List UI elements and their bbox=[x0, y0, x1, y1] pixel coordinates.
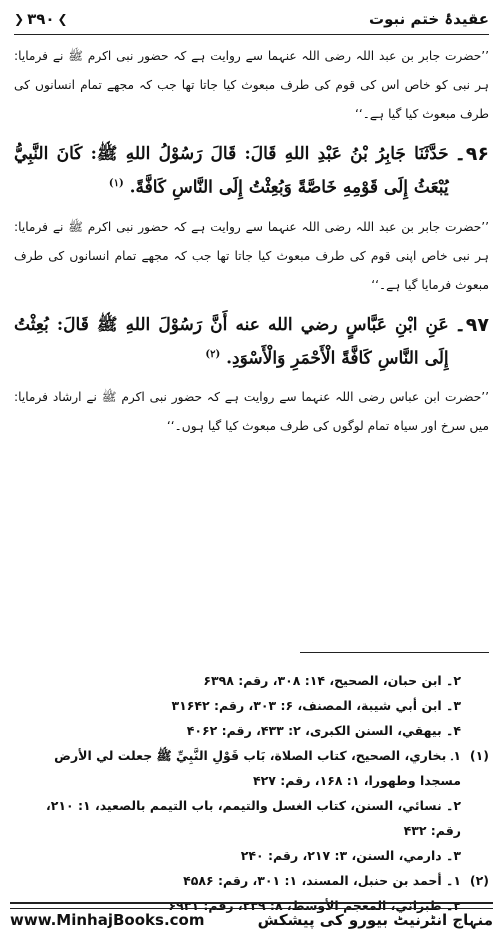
footnote-text: ۲۔ ابن حبان، الصحيح، ۱۴: ۳۰۸، رقم: ۶۳۹۸ bbox=[203, 673, 461, 688]
hadith-text bbox=[14, 310, 449, 374]
hadith-text-body: عَنِ ابْنِ عَبَّاسٍ رضي الله عنه أَنَّ رَسُوْلَ اللهِ ﷺ قَالَ: بُعِثْتُ إِلَى النَّاسِ كَافَّةً الْأَحْمَرِ وَالْأَسْوَدِ. bbox=[14, 314, 449, 369]
page-footer bbox=[10, 905, 493, 935]
header-divider bbox=[14, 34, 489, 35]
footnote-mark bbox=[461, 693, 489, 718]
hadith-number: ۹۷۔ bbox=[454, 313, 489, 336]
page-number: ۳۹۰ bbox=[27, 10, 55, 28]
footnote-item bbox=[14, 693, 489, 718]
footnote-item bbox=[14, 718, 489, 743]
urdu-translation: ’’حضرت جابر بن عبد اللہ رضی اللہ عنہما سے روایت ہے کہ حضور نبی اکرم ﷺ نے فرمایا: ہر نبی خاص اپنی قوم کی طرف مبعوث کیا جاتا تھا جب کہ مجھے تمام انسانوں کی طرف مبعوث فرمایا گیا ہے۔‘‘ bbox=[14, 219, 489, 292]
website-link[interactable]: www.MinhajBooks.com bbox=[10, 911, 205, 929]
footnote-text: ۲۔ نسائي، السنن، كتاب الغسل والتيمم، باب التيمم بالصعيد، ۱: ۲۱۰، رقم: ۴۳۲ bbox=[45, 798, 461, 838]
hadith-arabic bbox=[14, 310, 489, 374]
publisher-credit: منہاج انٹرنیٹ بیورو کی پیشکش bbox=[257, 911, 493, 929]
footnote-mark bbox=[461, 668, 489, 693]
footnote-item bbox=[14, 843, 489, 868]
footnote-text: ۲۔ طبراني، المعجم الأوسط، ۸: ۲۳۹، رقم: ۶۹۳۱ bbox=[168, 898, 461, 913]
footnote-text: ۳۔ ابن أبي شيبة، المصنف، ۶: ۳۰۳، رقم: ۳۱۶۴۲ bbox=[171, 698, 461, 713]
footnote-mark bbox=[461, 793, 489, 843]
main-content bbox=[14, 42, 489, 451]
footnote-text: ۱۔ بخاري، الصحيح، كتاب الصلاة، بَاب قَوْلِ النَّبِيِّ ﷺ جعلت لي الأرض مسجدا وطهورا، ۱: ۱۶۸، رقم: ۴۲۷ bbox=[54, 748, 461, 788]
hadith-number: ۹۶۔ bbox=[454, 143, 489, 165]
footnote-text: ۴۔ بيهقي، السنن الكبرى، ۲: ۴۳۳، رقم: ۴۰۶۲ bbox=[186, 723, 461, 738]
hadith-text bbox=[14, 139, 449, 203]
footnotes bbox=[14, 668, 489, 918]
footnote-item bbox=[14, 743, 489, 793]
footnote-mark: (۲) bbox=[469, 873, 489, 888]
footnote-ref[interactable]: (۲) bbox=[205, 348, 221, 360]
footnote-mark bbox=[461, 843, 489, 868]
footnote-mark bbox=[461, 718, 489, 743]
footnote-item bbox=[14, 668, 489, 693]
footnote-item bbox=[14, 868, 489, 893]
footnote-text: ۳۔ دارمي، السنن، ۳: ۲۱۷، رقم: ۲۴۰ bbox=[240, 848, 461, 863]
hadith-arabic bbox=[14, 139, 489, 203]
urdu-translation: ’’حضرت ابن عباس رضی اللہ عنہما سے روایت ہے کہ حضور نبی اکرم ﷺ نے ارشاد فرمایا: میں سرخ اور سیاہ تمام لوگوں کی طرف مبعوث کیا گیا ہوں۔‘‘ bbox=[14, 390, 489, 434]
ornament-right-icon: ❯ bbox=[57, 12, 68, 26]
page-number-box bbox=[14, 10, 68, 28]
footnote-text: ۱۔ أحمد بن حنبل، المسند، ۱: ۳۰۱، رقم: ۴۵۸۶ bbox=[183, 873, 461, 888]
page-header bbox=[14, 6, 489, 32]
footnote-ref[interactable]: (۱) bbox=[108, 178, 124, 189]
footnote-item bbox=[14, 793, 489, 843]
footnote-divider bbox=[300, 652, 489, 653]
footnote-mark: (۱) bbox=[469, 748, 489, 763]
ornament-left-icon: ❮ bbox=[14, 12, 25, 26]
hadith-text-body: حَدَّثَنَا جَابِرُ بْنُ عَبْدِ اللهِ قَالَ: قَالَ رَسُوْلُ اللهِ ﷺ: كَانَ النَّبِيُّ يُبْعَثُ إِلَى قَوْمِهِ خَاصَّةً وَبُعِثْتُ إِلَى النَّاسِ كَافَّةً. bbox=[14, 144, 449, 198]
urdu-translation: ’’حضرت جابر بن عبد اللہ رضی اللہ عنہما سے روایت ہے کہ حضور نبی اکرم ﷺ نے فرمایا: ہر نبی کو خاص اس کی قوم کی طرف مبعوث کیا جاتا تھا جب کہ مجھے تمام انسانوں کی طرف مبعوث کیا گیا ہے۔‘‘ bbox=[14, 49, 489, 121]
book-title: عقیدۂ ختم نبوت bbox=[369, 10, 489, 28]
